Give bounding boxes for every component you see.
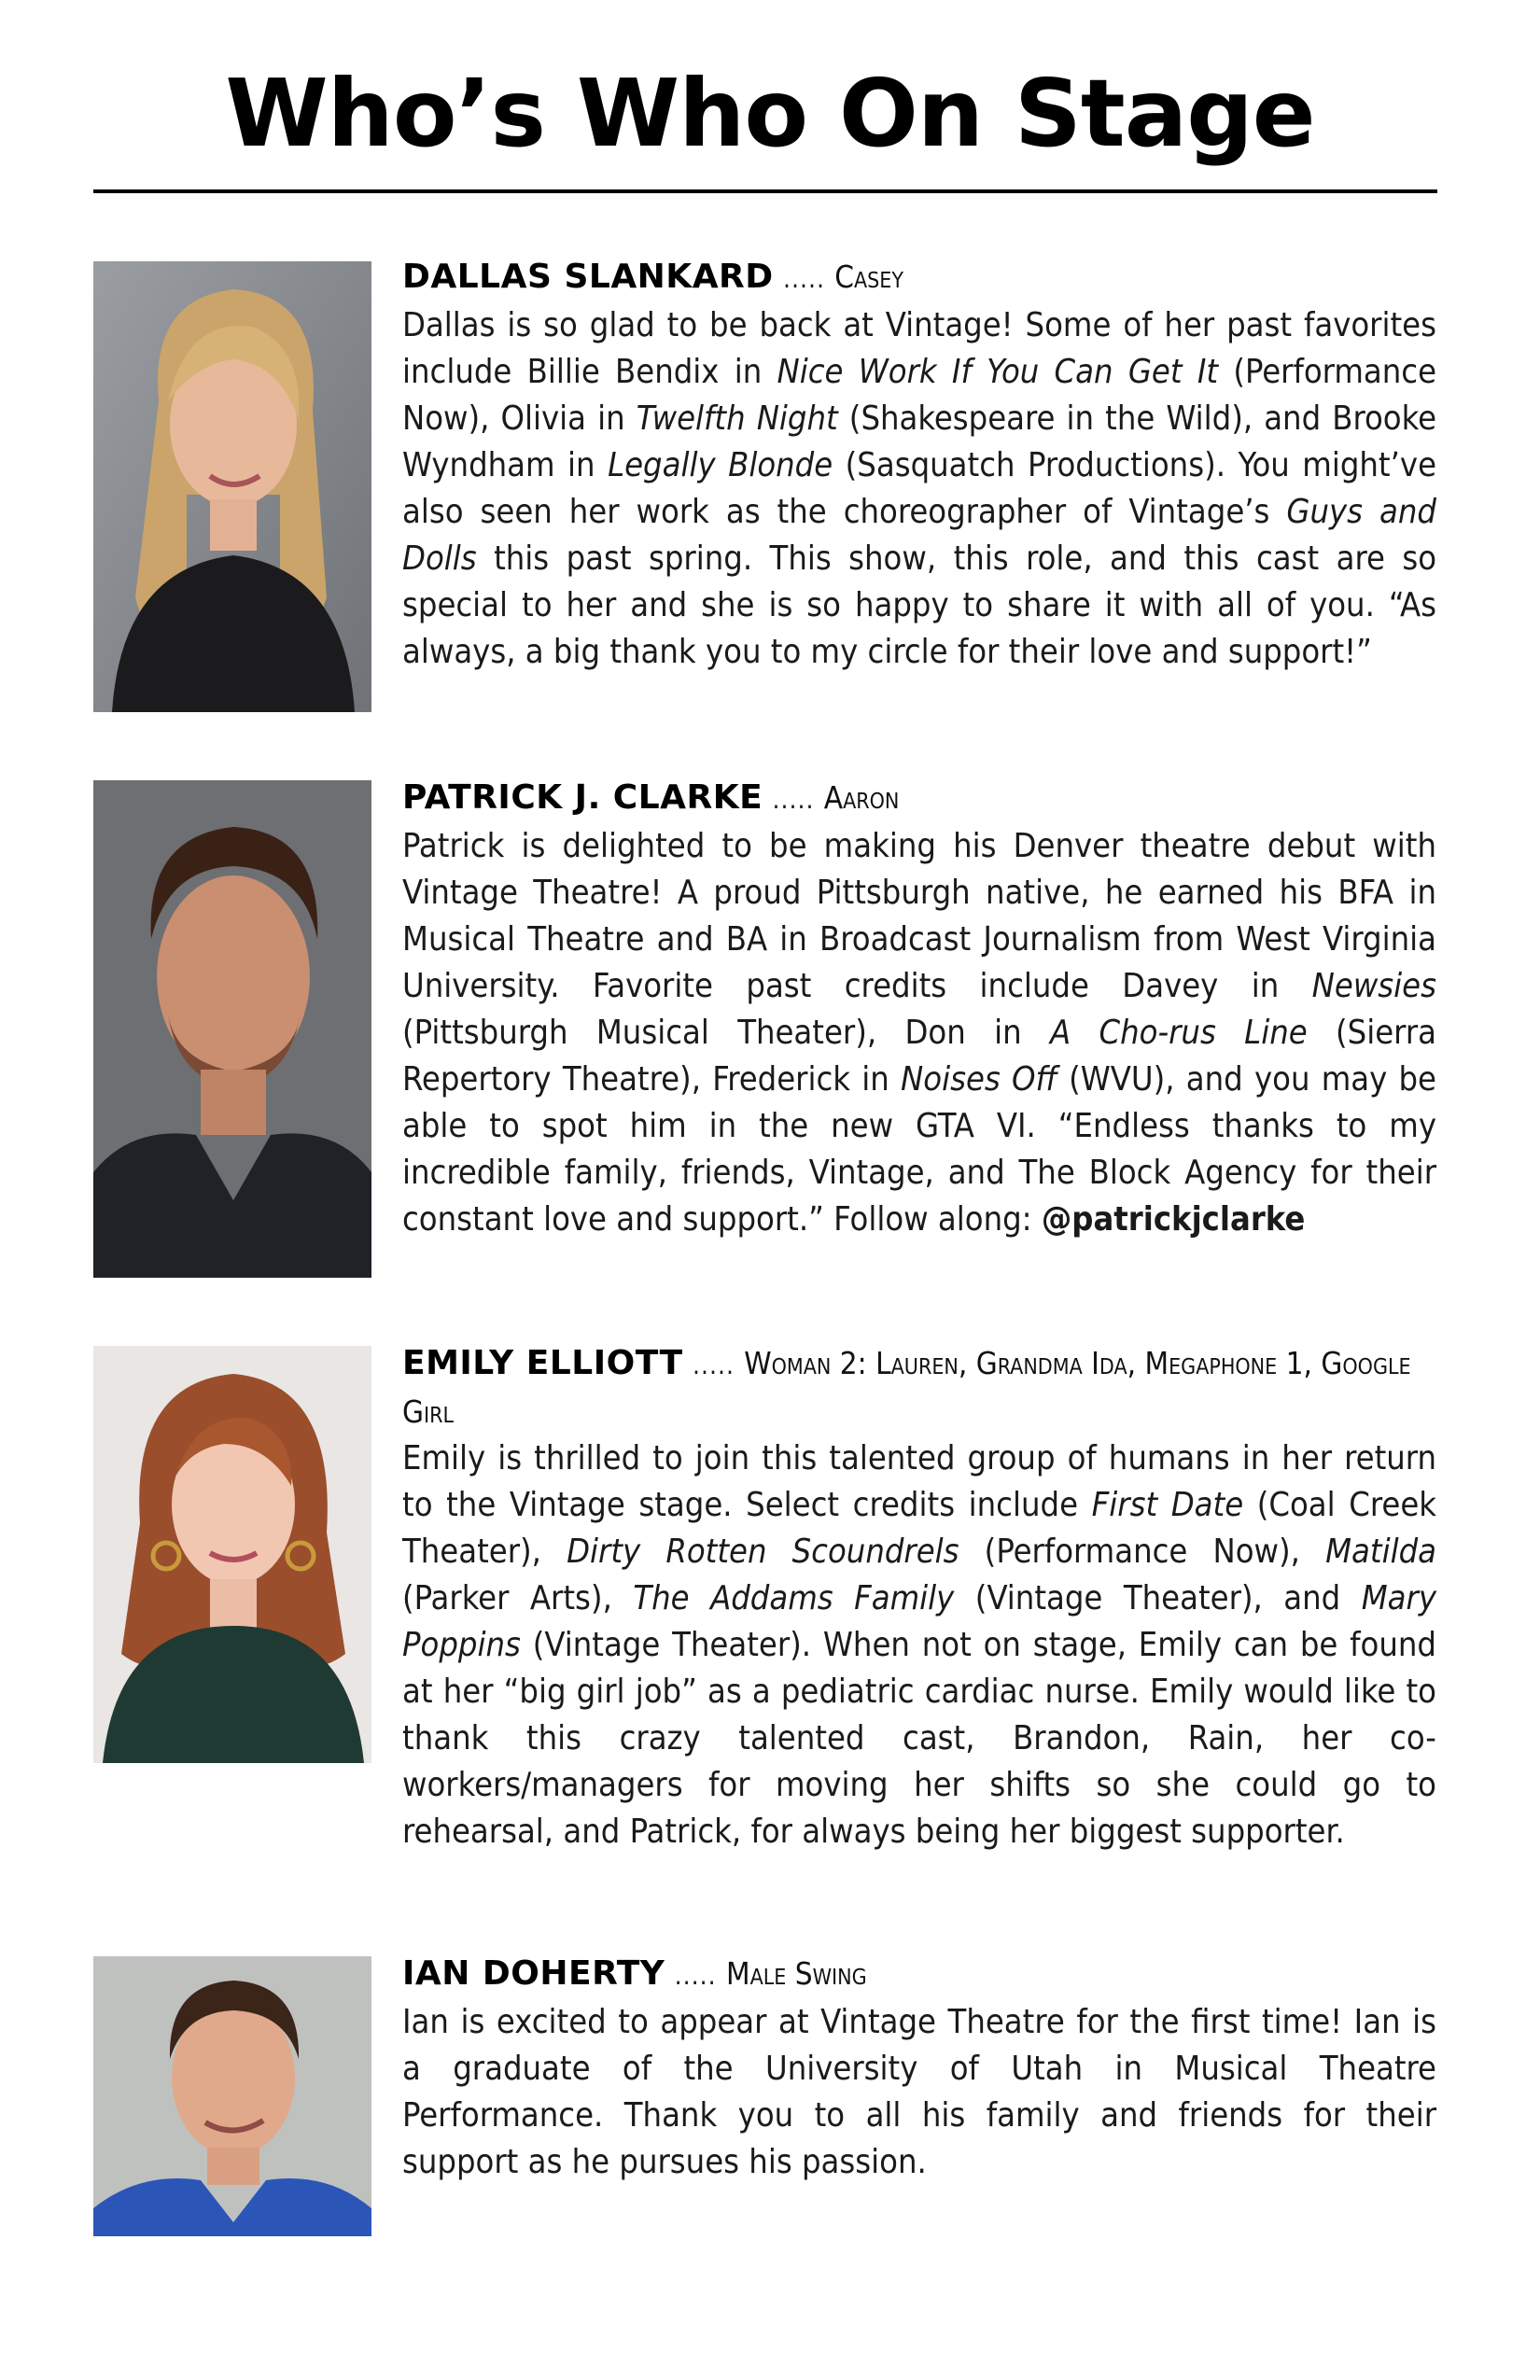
show-title: Twelfth Night <box>636 399 838 438</box>
show-title: Guys and Dolls <box>402 493 1436 578</box>
headshot-ian-doherty <box>93 1956 371 2236</box>
name-role-separator: ..... <box>772 784 815 815</box>
bio-text: (Shakespeare in the Wild), and Brooke Wyndham in <box>402 399 1437 484</box>
role-name: Aaron <box>823 779 900 816</box>
bio-text: (Vintage Theater). When not on stage, Emily can be found at her “big girl job” as a pediatric cardiac nurse. Emily would like to thank this crazy talented cast, Brandon, Rain, her co-workers/managers for moving her shifts so she could go to rehearsal, and Patrick, for always being her biggest supporter. <box>402 1626 1436 1851</box>
actor-name: EMILY ELLIOTT <box>402 1344 683 1382</box>
show-title: Nice Work If You Can Get It <box>777 353 1219 391</box>
actor-name: IAN DOHERTY <box>402 1954 665 1993</box>
show-title: Dirty Rotten Scoundrels <box>567 1533 959 1571</box>
role-name: Woman 2: Lauren, Grandma Ida, Megaphone 1, Google Girl <box>402 1345 1411 1430</box>
show-title: Noises Off <box>901 1060 1057 1099</box>
show-title: First Date <box>1091 1486 1244 1524</box>
page-title: Who’s Who On Stage <box>225 59 1315 168</box>
bio-patrick-j-clarke <box>402 775 1436 1243</box>
bio-text: (Performance Now), <box>959 1533 1326 1571</box>
role-name: Male Swing <box>725 1955 867 1992</box>
bio-text: Dallas is so glad to be back at Vintage! Some of her past favorites include Billie Bendix in <box>402 306 1436 391</box>
bio-text: this past spring. This show, this role, and this cast are so special to her and she is so happy to share it with all of you. “As always, a big thank you to my circle for their love and support!” <box>402 539 1436 671</box>
headshot-patrick-j-clarke <box>93 780 371 1278</box>
bio-dallas-slankard <box>402 254 1436 676</box>
actor-name: DALLAS SLANKARD <box>402 258 774 296</box>
show-title: A Cho-rus Line <box>1049 1014 1308 1052</box>
bio-text: (Parker Arts), <box>402 1579 634 1617</box>
bio-text: (WVU), and you may be able to spot him in the new GTA VI. “Endless thanks to my incredible family, friends, Vintage, and The Block Agency for their constant love and support.” Follow along: <box>402 1060 1436 1239</box>
bio-text: Emily is thrilled to join this talented group of humans in her return to the Vintage stage. Select credits include <box>402 1439 1436 1524</box>
bio-text: Patrick is delighted to be making his Denver theatre debut with Vintage Theatre! A proud Pittsburgh native, he earned his BFA in Musical Theatre and BA in Broadcast Journalism from West Virginia University. Favorite past credits include Davey in <box>402 827 1436 1005</box>
bio-ian-doherty <box>402 1951 1436 2186</box>
bio-text: (Vintage Theater), and <box>954 1579 1362 1617</box>
show-title: Matilda <box>1325 1533 1436 1571</box>
name-role-separator: ..... <box>782 263 825 294</box>
headshot-dallas-slankard <box>93 261 371 712</box>
actor-name: PATRICK J. CLARKE <box>402 778 763 817</box>
bio-text: Ian is excited to appear at Vintage Theatre for the first time! Ian is a graduate of the University of Utah in Musical Theatre Performance. Thank you to all his family and friends for their support as he pursues his passion. <box>402 2003 1436 2181</box>
bio-text: (Sasquatch Productions). You might’ve also seen her work as the choreographer of Vintage’s <box>402 446 1437 531</box>
bio-text: (Sierra Repertory Theatre), Frederick in <box>402 1014 1436 1099</box>
bio-emily-elliott <box>402 1340 1436 1855</box>
title-divider <box>93 189 1437 193</box>
show-title: Newsies <box>1311 967 1436 1005</box>
show-title: Mary Poppins <box>402 1579 1436 1664</box>
name-role-separator: ..... <box>692 1350 735 1380</box>
show-title: Legally Blonde <box>608 446 833 484</box>
bio-text: (Pittsburgh Musical Theater), Don in <box>402 1014 1050 1052</box>
social-handle: @patrickjclarke <box>1041 1200 1306 1239</box>
role-name: Casey <box>834 259 903 295</box>
show-title: The Addams Family <box>633 1579 955 1617</box>
bio-text: (Coal Creek Theater), <box>402 1486 1437 1571</box>
headshot-emily-elliott <box>93 1346 371 1763</box>
name-role-separator: ..... <box>674 1960 717 1991</box>
bio-text: (Performance Now), Olivia in <box>402 353 1436 438</box>
